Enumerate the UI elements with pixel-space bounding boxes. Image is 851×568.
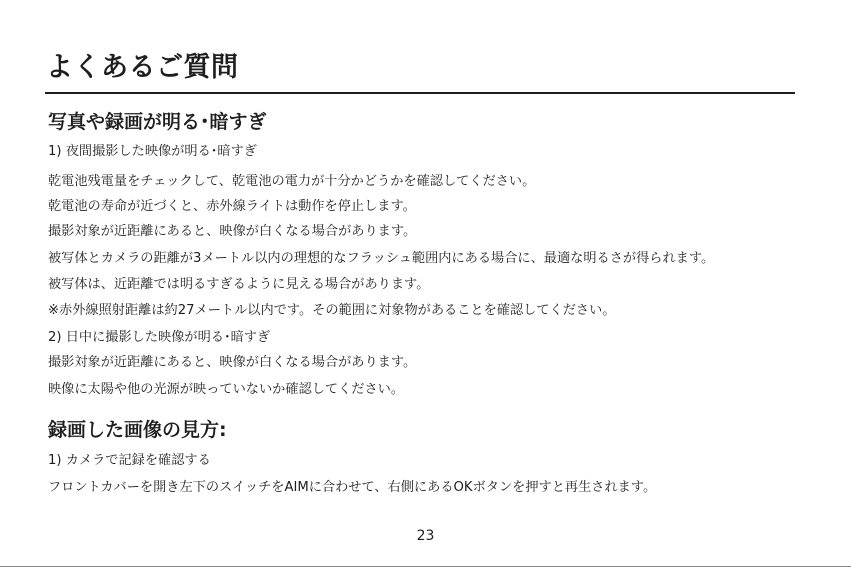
text-line: 撮影対象が近距離にあると、映像が白くなる場合があります。: [48, 355, 417, 370]
text-line: 被写体とカメラの距離が3メートル以内の理想的なフラッシュ範囲内にある場合に、最適な明るさが得られます。: [48, 251, 715, 266]
page-title: よくあるご質問: [46, 52, 239, 83]
text-line: 乾電池残電量をチェックして、乾電池の電力が十分かどうかを確認してください。: [48, 174, 536, 189]
text-line: フロントカバーを開き左下のスイッチをAIMに合わせて、右側にあるOKボタンを押すと再生されます。: [48, 480, 657, 495]
section-heading-brightness: 写真や録画が明る･暗すぎ: [48, 111, 267, 133]
text-line: 撮影対象が近距離にあると、映像が白くなる場合があります。: [48, 224, 417, 239]
text-line: 映像に太陽や他の光源が映っていないか確認してください。: [48, 382, 405, 397]
text-line: 2) 日中に撮影した映像が明る･暗すぎ: [48, 330, 271, 345]
text-line: 被写体は、近距離では明るすぎるように見える場合があります。: [48, 277, 430, 292]
title-divider: [45, 92, 795, 94]
text-line: ※赤外線照射距離は約27メートル以内です。その範囲に対象物があることを確認してください。: [48, 303, 616, 318]
page-number: 23: [416, 528, 435, 544]
section-heading-playback: 録画した画像の見方:: [48, 419, 227, 441]
text-line: 1) 夜間撮影した映像が明る･暗すぎ: [48, 144, 257, 159]
text-line: 乾電池の寿命が近づくと、赤外線ライトは動作を停止します。: [48, 199, 416, 214]
bottom-edge-line: [0, 566, 851, 567]
text-line: 1) カメラで記録を確認する: [48, 453, 211, 468]
